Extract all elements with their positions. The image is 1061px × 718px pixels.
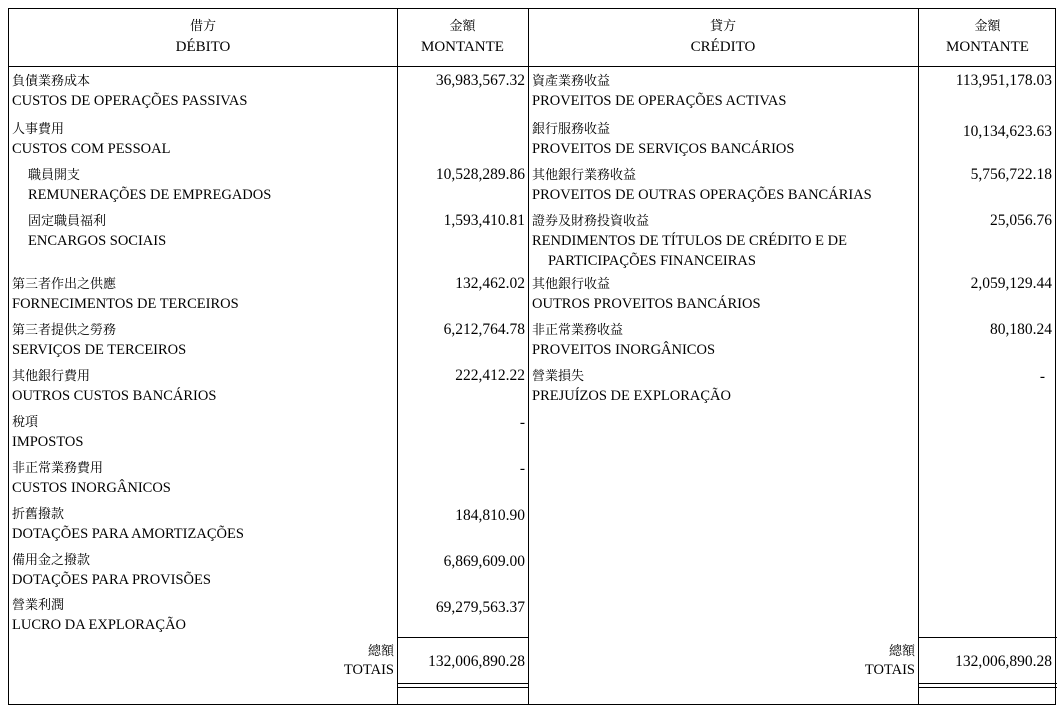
credit-item: 其他銀行收益 OUTROS PROVEITOS BANCÁRIOS xyxy=(532,277,761,312)
credit-amount: 2,059,129.44 xyxy=(970,275,1052,292)
debit-item: 固定職員福利 ENCARGOS SOCIAIS xyxy=(28,214,167,249)
debit-item: 第三者作出之供應 FORNECIMENTOS DE TERCEIROS xyxy=(12,277,239,312)
header-divider xyxy=(9,66,1055,67)
credit-amount: 80,180.24 xyxy=(990,321,1052,338)
credit-amount: 10,134,623.63 xyxy=(962,123,1052,140)
debit-amount: 6,212,764.78 xyxy=(443,321,525,338)
debit-item: 人事費用 CUSTOS COM PESSOAL xyxy=(12,122,171,157)
credit-amount: - xyxy=(1039,368,1045,385)
debit-total: 132,006,890.28 xyxy=(428,653,525,670)
debit-amount: - xyxy=(519,460,525,477)
credit-amount-header: 金額 MONTANTE xyxy=(946,19,1029,55)
debit-totals-label: 總額 TOTAIS xyxy=(343,644,394,678)
totals-rule xyxy=(397,637,528,638)
totals-double-rule xyxy=(397,687,528,688)
credit-header: 貸方 CRÉDITO xyxy=(690,19,756,55)
debit-item: 負債業務成本 CUSTOS DE OPERAÇÕES PASSIVAS xyxy=(12,74,248,109)
debit-amount: 10,528,289.86 xyxy=(435,166,525,183)
totals-double-rule xyxy=(397,683,528,684)
debit-item: 第三者提供之勞務 SERVIÇOS DE TERCEIROS xyxy=(12,323,187,358)
credit-amount: 113,951,178.03 xyxy=(955,72,1052,89)
debit-amount-header: 金額 MONTANTE xyxy=(421,19,504,55)
credit-item: 營業損失 PREJUÍZOS DE EXPLORAÇÃO xyxy=(532,369,731,404)
debit-amount: 69,279,563.37 xyxy=(435,599,525,616)
debit-item: 其他銀行費用 OUTROS CUSTOS BANCÁRIOS xyxy=(12,369,217,404)
credit-item: 其他銀行業務收益 PROVEITOS DE OUTRAS OPERAÇÕES BANCÁRIAS xyxy=(532,168,872,203)
debit-item: 職員開支 REMUNERAÇÕES DE EMPREGADOS xyxy=(28,168,272,203)
debit-item: 非正常業務費用 CUSTOS INORGÂNICOS xyxy=(12,461,171,496)
debit-item: 營業利潤 LUCRO DA EXPLORAÇÃO xyxy=(12,598,187,633)
debit-amount: 184,810.90 xyxy=(455,507,525,524)
totals-double-rule xyxy=(918,683,1057,684)
debit-item: 備用金之撥款 DOTAÇÕES PARA PROVISÕES xyxy=(12,553,211,588)
debit-amount: 36,983,567.32 xyxy=(435,72,525,89)
debit-header: 借方 DÉBITO xyxy=(175,19,231,55)
debit-amount: 6,869,609.00 xyxy=(443,553,525,570)
totals-double-rule xyxy=(918,687,1057,688)
debit-amount: 1,593,410.81 xyxy=(443,212,525,229)
debit-amount: - xyxy=(519,414,525,431)
credit-total: 132,006,890.28 xyxy=(955,653,1052,670)
totals-rule xyxy=(918,637,1057,638)
debit-item: 折舊撥款 DOTAÇÕES PARA AMORTIZAÇÕES xyxy=(12,507,244,542)
debit-item: 稅項 IMPOSTOS xyxy=(12,415,84,450)
credit-item: 非正常業務收益 PROVEITOS INORGÂNICOS xyxy=(532,323,716,358)
credit-totals-label: 總額 TOTAIS xyxy=(864,644,915,678)
debit-amount: 132,462.02 xyxy=(455,275,525,292)
column-divider xyxy=(918,9,919,704)
column-divider xyxy=(528,9,529,704)
credit-item: 資產業務收益 PROVEITOS DE OPERAÇÕES ACTIVAS xyxy=(532,74,787,109)
credit-item: 證券及財務投資收益 RENDIMENTOS DE TÍTULOS DE CRÉDITO E DE PARTICIPAÇÕES FINANCEIRAS xyxy=(532,214,847,269)
credit-amount: 25,056.76 xyxy=(990,212,1052,229)
debit-amount: 222,412.22 xyxy=(455,367,525,384)
statement-table xyxy=(8,8,1056,705)
credit-amount: 5,756,722.18 xyxy=(970,166,1052,183)
column-divider xyxy=(397,9,398,704)
credit-item: 銀行服務收益 PROVEITOS DE SERVIÇOS BANCÁRIOS xyxy=(532,122,795,157)
